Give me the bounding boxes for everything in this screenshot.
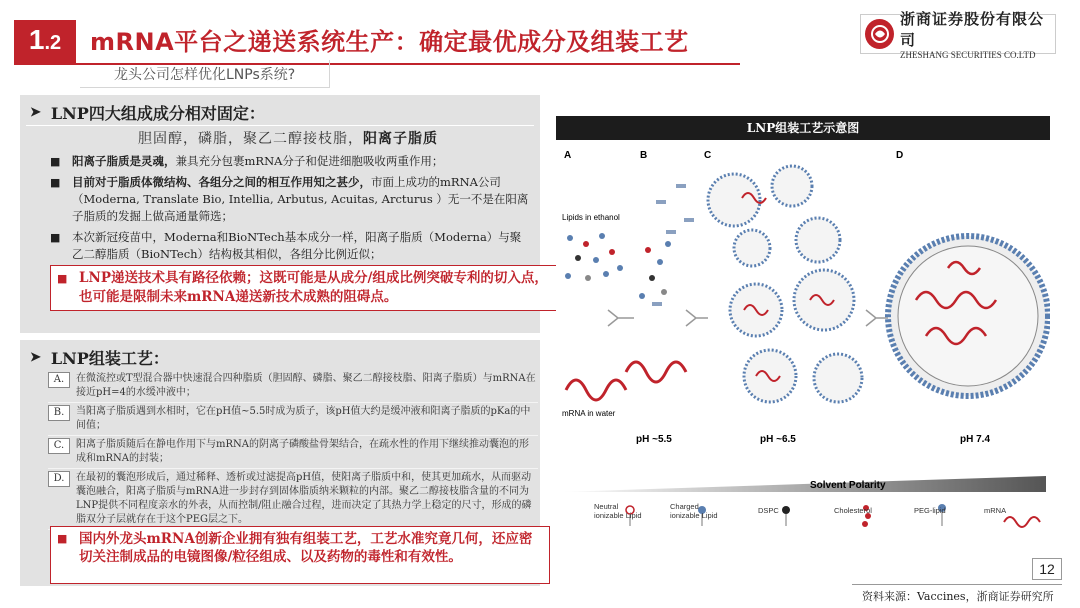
arrow-bullet-icon: ➤ [30, 350, 41, 365]
square-bullet-icon: ■ [57, 532, 68, 545]
company-logo [860, 10, 1056, 60]
lnp-diagram [556, 140, 1050, 534]
stage-c-vesicles [708, 166, 862, 402]
list-item [48, 370, 538, 403]
step-text: 当阳离子脂质遇到水相时，它在pH值~5.5时成为质子，该pH值大约是缓冲液和阳离子脂质的pKa的中间值； [76, 406, 531, 431]
mrna-strand-a [566, 380, 626, 400]
section-number [14, 20, 76, 64]
stage-d-lnp [888, 236, 1048, 396]
page-subtitle: 龙头公司怎样优化LNPs系统? [114, 67, 296, 83]
list-item [48, 436, 538, 469]
assembly-heading-text: LNP组装工艺： [50, 349, 169, 368]
step-text: 在最初的囊泡形成后，通过稀释、透析或过滤提高pH值，使阳离子脂质中和，使其更加疏水，从而驱动囊泡融合，阳离子脂质与mRNA进一步封存到固体脂质纳米颗粒的内部。聚乙二醇接枝脂含量的不同为LNP提供不同程度亲水的外表，从而控制/阻止融合过程，进而决定了其热力学上稳定的尺寸，形成的磷脂双分子层就存在于这个PEG层之下。 [76, 472, 532, 525]
section-major: 1 [28, 24, 45, 55]
polarity-label: Solvent Polarity [810, 480, 886, 491]
assembly-steps [48, 370, 538, 530]
step-letter: D. [48, 471, 70, 487]
lipids-in-ethanol [565, 233, 671, 299]
arrow-bullet-icon: ➤ [30, 105, 41, 120]
step-letter: B. [48, 405, 70, 421]
ph-label: pH ~5.5 [636, 434, 672, 445]
arrow-icon [686, 310, 708, 326]
components-highlight [50, 265, 558, 311]
arrow-icon [608, 310, 634, 326]
components-list [138, 128, 438, 148]
legend-item: Neutral ionizable Lipid [594, 502, 642, 520]
list-item [50, 229, 532, 263]
components-heading-text: LNP四大组成成分相对固定： [50, 104, 265, 123]
step-letter: A. [48, 372, 70, 388]
list-item [50, 174, 532, 225]
heading-divider [26, 125, 534, 126]
arrow-icon [866, 310, 888, 326]
assembly-highlight [50, 526, 550, 584]
step-letter: C. [48, 438, 70, 454]
lipids-label: Lipids in ethanol [562, 213, 620, 222]
legend-item: Cholesterol [834, 506, 872, 515]
assembly-highlight-text: 国内外龙头mRNA创新企业拥有独有组装工艺，工艺水准究竟几何，还应密切关注制成品的电镜图像/粒径组成、以及药物的毒性和有效性。 [79, 531, 533, 565]
mrna-label: mRNA in water [562, 409, 616, 418]
square-bullet-icon: ■ [50, 176, 61, 189]
step-text: 在微流控或T型混合器中快速混合四种脂质（胆固醇、磷脂、聚乙二醇接枝脂、阳离子脂质）与mRNA在接近pH=4的水缓冲液中； [76, 373, 536, 398]
figure-title: LNP组装工艺示意图 [556, 116, 1050, 140]
legend-item: Charged ionizable Lipid [670, 502, 718, 520]
bullet-text: 市面上成功的mRNA公司（Moderna, Translate Bio, Intellia, Arbutus, Acuitas, Arcturus ）无一不是在阳离子脂质的发掘上做高通量筛选； [72, 175, 529, 223]
ph-label: pH 7.4 [960, 434, 991, 445]
components-panel [20, 95, 548, 333]
source-note: 资料来源：Vaccines，浙商证券研究所 [862, 590, 1054, 603]
mrna-strand-b [626, 362, 686, 382]
bullet-text: 本次新冠疫苗中，Moderna和BioNTech基本成分一样，阳离子脂质（Moderna）与聚乙二醇脂质（BioNTech）结构极其相似，各组分比例近似； [72, 230, 522, 261]
stage-label-d: D [896, 150, 904, 161]
list-item [50, 153, 532, 170]
legend-item: DSPC [758, 506, 779, 515]
stage-label-c: C [704, 150, 712, 161]
square-bullet-icon: ■ [50, 155, 61, 168]
assembly-panel [20, 340, 540, 586]
logo-name-en: ZHESHANG SECURITIES CO.LTD [900, 50, 1036, 60]
bullet-bold: 目前对于脂质体微结构、各组分之间的相互作用知之甚少， [72, 175, 371, 189]
page-number: 12 [1032, 558, 1062, 580]
components-heading [20, 95, 540, 124]
source-divider [852, 584, 1062, 585]
components-bullets [50, 153, 532, 267]
polarity-wedge [560, 476, 1046, 492]
assembly-heading [20, 340, 540, 369]
stage-label-b: B [640, 150, 648, 161]
stage-b-cluster [652, 184, 694, 306]
square-bullet-icon: ■ [57, 272, 68, 285]
zheshang-logo-icon [865, 19, 894, 49]
components-bold: 阳离子脂质 [363, 131, 438, 147]
components-highlight-text: LNP递送技术具有路径依赖；这既可能是从成分/组成比例突破专利的切入点，也可能是限制未来mRNA递送新技术成熟的阻碍点。 [79, 270, 548, 305]
bullet-text: 兼具充分包裹mRNA分子和促进细胞吸收两重作用； [175, 154, 444, 168]
lnp-figure [556, 116, 1050, 534]
list-item [48, 403, 538, 436]
legend-item: PEG-lipid [914, 506, 946, 515]
square-bullet-icon: ■ [50, 231, 61, 244]
logo-name-cn: 浙商证券股份有限公司 [900, 10, 1045, 49]
bullet-bold: 阳离子脂质是灵魂， [72, 154, 176, 168]
section-minor: .2 [44, 32, 62, 54]
page-title: mRNA平台之递送系统生产：确定最优成分及组装工艺 [90, 28, 689, 56]
list-item [48, 469, 538, 530]
stage-label-a: A [564, 150, 572, 161]
components-plain: 胆固醇，磷脂，聚乙二醇接枝脂， [138, 131, 363, 147]
legend-labels [594, 502, 1048, 520]
step-text: 阳离子脂质随后在静电作用下与mRNA的阴离子磷酸盐骨架结合，在疏水性的作用下继续推动囊泡的形成和mRNA的封装； [76, 439, 529, 464]
legend-item: mRNA [984, 506, 1007, 515]
ph-label: pH ~6.5 [760, 434, 796, 445]
